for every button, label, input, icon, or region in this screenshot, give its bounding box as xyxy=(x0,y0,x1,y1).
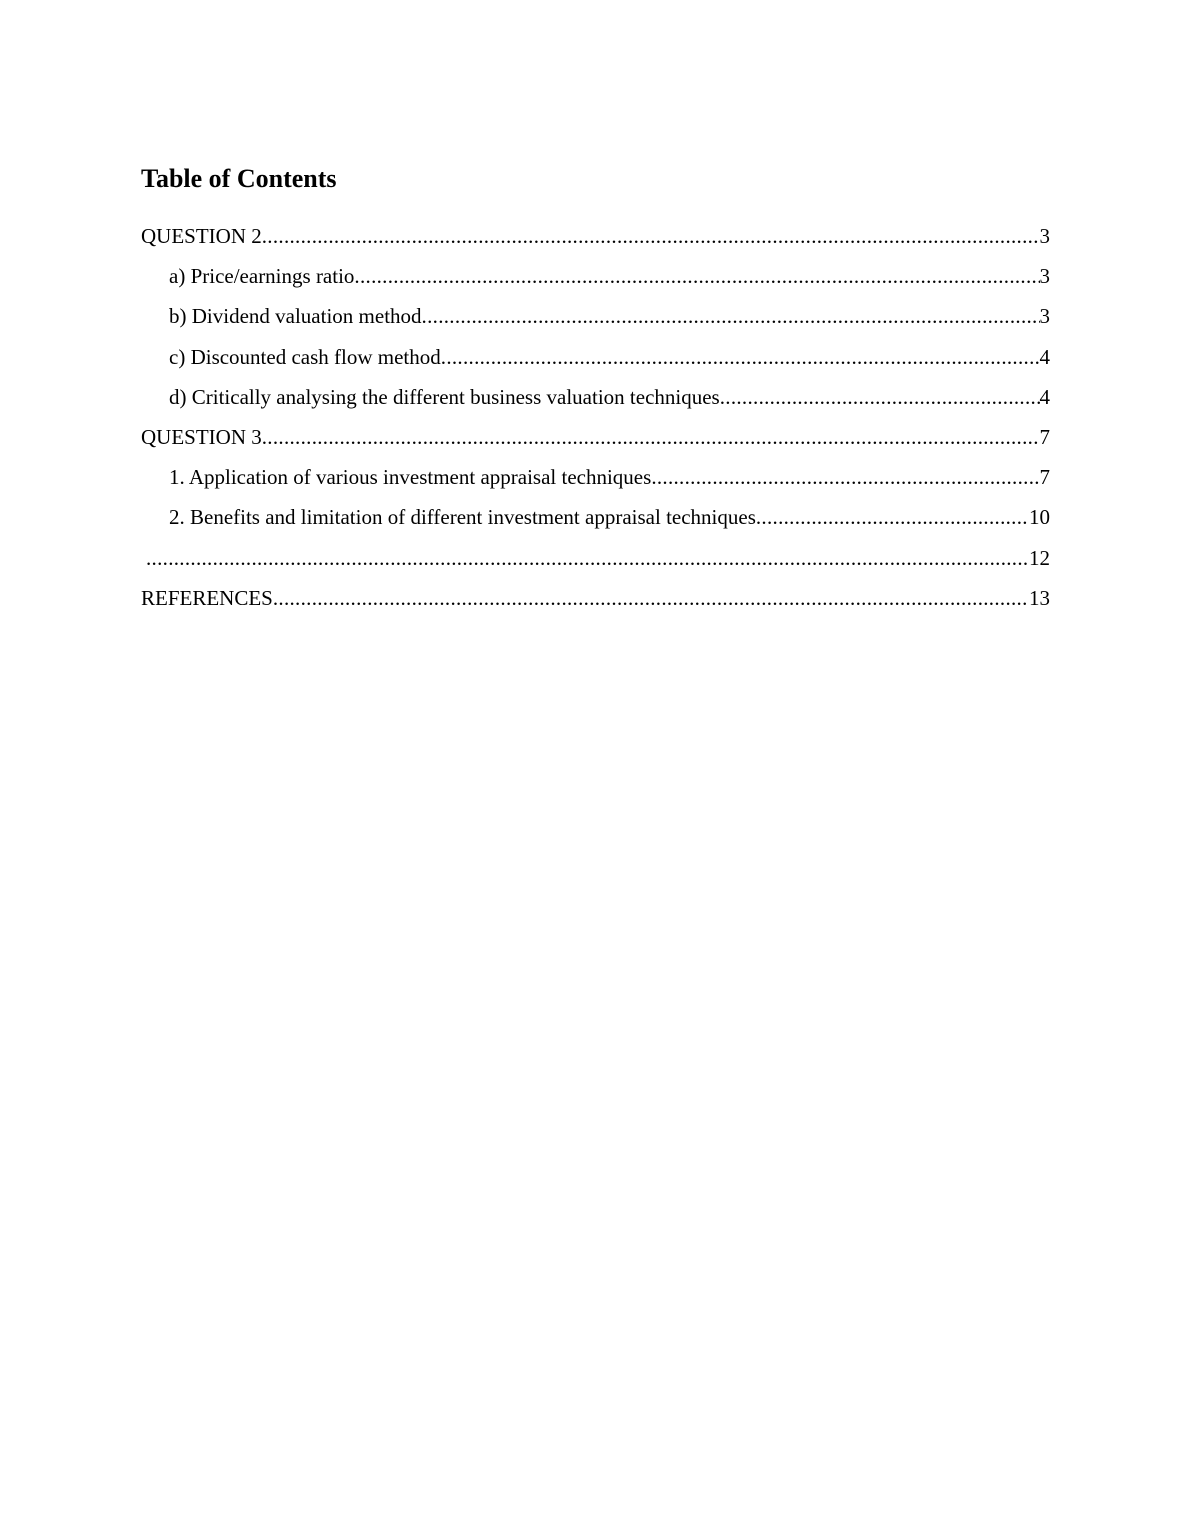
toc-dot-leader xyxy=(262,421,1040,453)
toc-entry-label: c) Discounted cash flow method xyxy=(169,344,441,369)
toc-entry[interactable] xyxy=(141,341,1050,381)
toc-entry-label: 2. Benefits and limitation of different investment appraisal techniques xyxy=(169,505,756,530)
toc-dot-leader xyxy=(273,582,1029,614)
toc-dot-leader xyxy=(422,300,1040,332)
toc-dot-leader xyxy=(146,542,1029,574)
toc-entry[interactable] xyxy=(141,501,1050,541)
toc-dot-leader xyxy=(441,341,1040,373)
toc-entry-label: QUESTION 3 xyxy=(141,424,262,449)
toc-dot-leader xyxy=(354,260,1039,292)
toc-entry-page: 3 xyxy=(1039,264,1050,289)
toc-entry-label: REFERENCES xyxy=(141,585,273,610)
toc-entry-page: 7 xyxy=(1039,424,1050,449)
toc-entry-label: a) Price/earnings ratio xyxy=(169,264,355,289)
toc-dot-leader xyxy=(651,461,1039,493)
toc-entry-page: 3 xyxy=(1039,304,1050,329)
toc-entry[interactable] xyxy=(141,582,1050,622)
toc-entry[interactable] xyxy=(141,300,1050,340)
toc-entry-label: 1. Application of various investment appraisal techniques xyxy=(169,465,652,490)
toc-entry-page: 4 xyxy=(1039,384,1050,409)
toc-entry[interactable] xyxy=(141,542,1050,582)
toc-entry-label: d) Critically analysing the different business valuation techniques xyxy=(169,384,720,409)
toc-entry-page: 7 xyxy=(1039,465,1050,490)
toc-entry[interactable] xyxy=(141,461,1050,501)
toc-entry[interactable] xyxy=(141,220,1050,260)
toc-entry[interactable] xyxy=(141,421,1050,461)
toc-entry-label: b) Dividend valuation method xyxy=(169,304,422,329)
toc-title: Table of Contents xyxy=(141,164,337,193)
toc-entry[interactable] xyxy=(141,381,1050,421)
toc-entry-page: 10 xyxy=(1029,505,1050,530)
toc-entry-label: QUESTION 2 xyxy=(141,224,262,248)
toc-dot-leader xyxy=(720,381,1040,413)
toc-entry-page: 12 xyxy=(1029,545,1050,570)
toc-entry-page: 3 xyxy=(1039,224,1050,248)
toc-dot-leader xyxy=(756,501,1029,533)
toc-entry-page: 4 xyxy=(1039,344,1050,369)
toc-list xyxy=(141,220,1050,622)
toc-dot-leader xyxy=(262,220,1040,252)
toc-entry[interactable] xyxy=(141,260,1050,300)
toc-entry-page: 13 xyxy=(1029,585,1050,610)
